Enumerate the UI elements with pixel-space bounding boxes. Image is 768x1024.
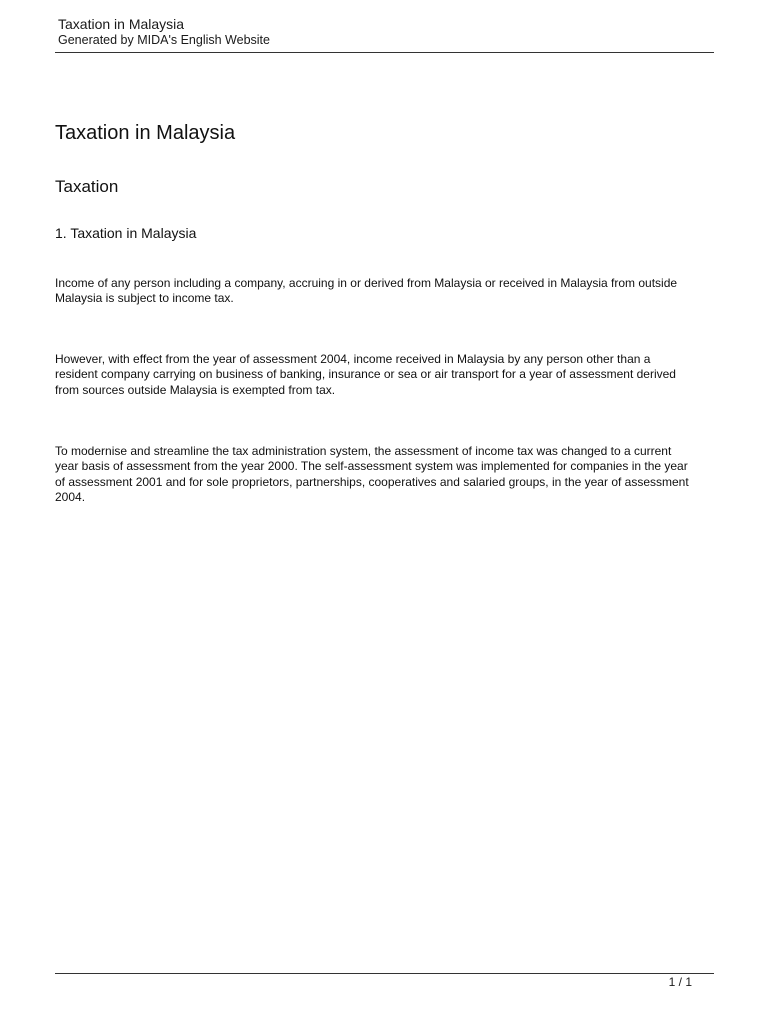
header-divider: [55, 52, 714, 53]
footer-divider: [55, 973, 714, 974]
subsection-title: 1. Taxation in Malaysia: [55, 225, 197, 241]
section-title: Taxation: [55, 177, 119, 196]
paragraph-self-assessment: To modernise and streamline the tax administration system, the assessment of income tax was changed to a current year basis of assessment from the year 2000. The self-assessment system was implemented for companies in the year of assessment 2001 and for sole proprietors, partnerships, cooperatives and salaried groups, in the year of assessment 2004.: [55, 444, 689, 505]
header-title: Taxation in Malaysia: [58, 16, 185, 32]
document-title: Taxation in Malaysia: [55, 122, 236, 144]
header-subtitle: Generated by MIDA's English Website: [58, 33, 270, 47]
paragraph-foreign-income-exemption: However, with effect from the year of assessment 2004, income received in Malaysia by any person other than a resident company carrying on business of banking, insurance or sea or air transport for a year of assessment derived from sources outside Malaysia is exempted from tax.: [55, 352, 676, 397]
paragraph-income-tax-scope: Income of any person including a company, accruing in or derived from Malaysia or received in Malaysia from outside Malaysia is subject to income tax.: [55, 276, 678, 306]
page-number: 1 / 1: [668, 975, 692, 989]
document-body: [55, 120, 695, 505]
page-header: [58, 16, 713, 48]
